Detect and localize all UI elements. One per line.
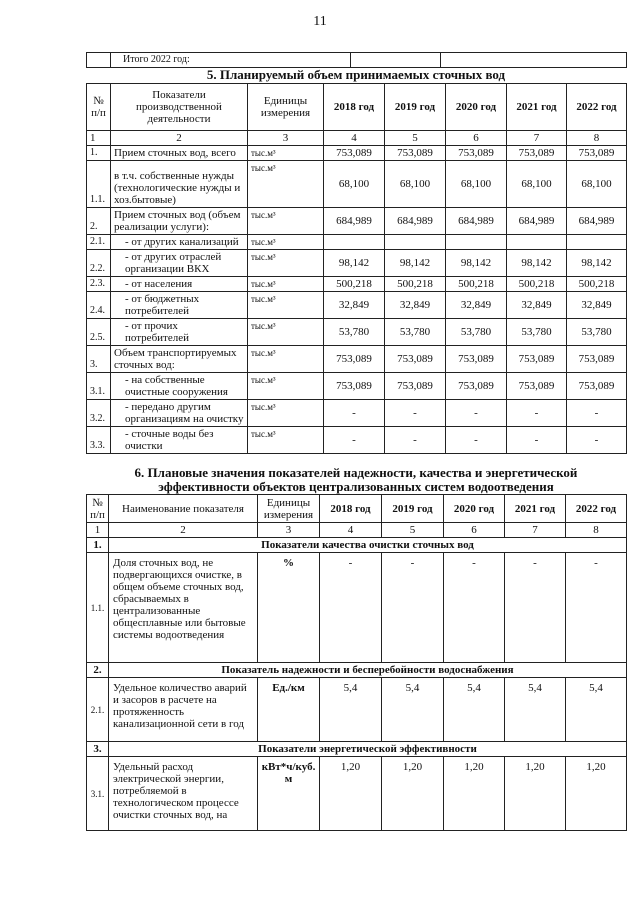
s5-row-name: в т.ч. собственные нужды (технологические нужды и хоз.бытовые) xyxy=(111,161,248,208)
s6-header-year: 2021 год xyxy=(505,495,566,523)
s5-row-value: - xyxy=(446,427,507,454)
s6-group-number: 3. xyxy=(87,742,109,757)
section6-title-line1: 6. Плановые значения показателей надежности, качества и энергетической xyxy=(134,465,578,480)
s5-row-name: Прием сточных вод (объем реализации услуги): xyxy=(111,208,248,235)
s5-row-number: 2.5. xyxy=(87,319,111,346)
s5-row-value: - xyxy=(507,427,567,454)
s6-header-year: 2019 год xyxy=(382,495,444,523)
s5-row-value: 53,780 xyxy=(324,319,385,346)
s6-row-name: Удельное количество аварий и засоров в расчете на протяженность канализационной сети в год xyxy=(109,678,258,742)
s5-header-year: 2019 год xyxy=(385,84,446,131)
s5-row-unit: тыс.м³ xyxy=(248,427,324,454)
s6-group-title: Показатели энергетической эффективности xyxy=(109,742,627,757)
s5-row-value: 53,780 xyxy=(567,319,627,346)
s6-row-unit: кВт*ч/куб. м xyxy=(258,757,320,831)
s6-row-value: 5,4 xyxy=(382,678,444,742)
s5-table-row xyxy=(87,146,627,161)
s6-row-value: 1,20 xyxy=(505,757,566,831)
s5-row-name: - от других канализаций xyxy=(111,235,248,250)
s5-row-value: 753,089 xyxy=(324,146,385,161)
section5-table xyxy=(86,83,627,454)
s5-row-value: 53,780 xyxy=(446,319,507,346)
s6-row-number: 3.1. xyxy=(87,757,109,831)
s6-row-value: 5,4 xyxy=(566,678,627,742)
s5-row-value: 753,089 xyxy=(567,346,627,373)
s6-group-row xyxy=(87,663,627,678)
s5-row-unit: тыс.м³ xyxy=(248,373,324,400)
s6-header-num: № п/п xyxy=(87,495,109,523)
s5-row-name: Прием сточных вод, всего xyxy=(111,146,248,161)
s5-row-unit: тыс.м³ xyxy=(248,235,324,250)
s5-row-unit: тыс.м³ xyxy=(248,161,324,208)
s5-row-value: 684,989 xyxy=(324,208,385,235)
s5-row-name: - на собственные очистные сооружения xyxy=(111,373,248,400)
s6-header-name: Наименование показателя xyxy=(109,495,258,523)
s6-group-row xyxy=(87,538,627,553)
s5-row-number: 2.2. xyxy=(87,250,111,277)
s5-header-year: 2022 год xyxy=(567,84,627,131)
s5-row-number: 3. xyxy=(87,346,111,373)
s6-table-row xyxy=(87,553,627,663)
s5-row-number: 3.2. xyxy=(87,400,111,427)
s5-header-num: № п/п xyxy=(87,84,111,131)
s6-header-year: 2020 год xyxy=(444,495,505,523)
s5-row-number: 1. xyxy=(87,146,111,161)
section6-title-line2: эффективности объектов централизованных систем водоотведения xyxy=(158,479,554,494)
s5-row-unit: тыс.м³ xyxy=(248,292,324,319)
s6-index-row: 1 2 3 4 5 6 7 8 xyxy=(87,523,627,538)
s6-row-name: Доля сточных вод, не подвергающихся очистке, в общем объеме сточных вод, сбрасываемых в централизованные общесплавные или бытовые системы водоотведения xyxy=(109,553,258,663)
s5-row-number: 2.1. xyxy=(87,235,111,250)
s6-group-title: Показатели качества очистки сточных вод xyxy=(109,538,627,553)
s5-row-value: 32,849 xyxy=(324,292,385,319)
s5-row-number: 3.1. xyxy=(87,373,111,400)
s6-row-value: - xyxy=(444,553,505,663)
s5-row-value: - xyxy=(567,427,627,454)
s6-table-row xyxy=(87,757,627,831)
s5-row-value: 53,780 xyxy=(385,319,446,346)
s5-row-value: 684,989 xyxy=(446,208,507,235)
s5-row-number: 3.3. xyxy=(87,427,111,454)
s6-row-value: 1,20 xyxy=(444,757,505,831)
s5-row-number: 1.1. xyxy=(87,161,111,208)
s5-row-value: 753,089 xyxy=(324,373,385,400)
s5-row-value: 68,100 xyxy=(385,161,446,208)
s5-table-row xyxy=(87,208,627,235)
s5-row-value xyxy=(385,235,446,250)
s5-row-value: 500,218 xyxy=(446,277,507,292)
s5-row-value: 500,218 xyxy=(385,277,446,292)
s5-table-row xyxy=(87,400,627,427)
s5-row-value: - xyxy=(324,427,385,454)
s6-row-value: 1,20 xyxy=(382,757,444,831)
s6-header-year: 2022 год xyxy=(566,495,627,523)
s6-header-year: 2018 год xyxy=(320,495,382,523)
s6-row-value: - xyxy=(320,553,382,663)
s5-row-value: 53,780 xyxy=(507,319,567,346)
s5-table-row xyxy=(87,161,627,208)
s5-row-value: - xyxy=(324,400,385,427)
s5-row-value: 684,989 xyxy=(567,208,627,235)
s5-header-year: 2020 год xyxy=(446,84,507,131)
s5-table-row xyxy=(87,235,627,250)
s6-row-value: - xyxy=(382,553,444,663)
section6-title xyxy=(86,466,626,494)
s5-row-value: 684,989 xyxy=(385,208,446,235)
s5-row-name: - сточные воды без очистки xyxy=(111,427,248,454)
s5-row-value: 500,218 xyxy=(507,277,567,292)
s5-row-name: - от других отраслей организации ВКХ xyxy=(111,250,248,277)
s6-row-number: 2.1. xyxy=(87,678,109,742)
section6-table xyxy=(86,494,627,831)
s5-row-value: 68,100 xyxy=(324,161,385,208)
s6-row-name: Удельный расход электрической энергии, потребляемой в технологическом процессе очистки сточных вод, на xyxy=(109,757,258,831)
s6-row-value: 5,4 xyxy=(320,678,382,742)
s5-row-number: 2.3. xyxy=(87,277,111,292)
s5-row-value xyxy=(507,235,567,250)
s5-row-value: 68,100 xyxy=(507,161,567,208)
s5-table-row xyxy=(87,346,627,373)
s6-row-value: 5,4 xyxy=(444,678,505,742)
s5-row-value: 68,100 xyxy=(567,161,627,208)
s6-group-number: 1. xyxy=(87,538,109,553)
s5-row-value: 500,218 xyxy=(324,277,385,292)
s6-row-value: 5,4 xyxy=(505,678,566,742)
s5-table-row xyxy=(87,292,627,319)
s5-row-value: - xyxy=(567,400,627,427)
s5-row-value: 753,089 xyxy=(324,346,385,373)
s5-row-name: - от населения xyxy=(111,277,248,292)
s5-row-value: 753,089 xyxy=(446,146,507,161)
s5-row-value: 32,849 xyxy=(567,292,627,319)
s5-row-value: 753,089 xyxy=(385,146,446,161)
s5-table-row xyxy=(87,319,627,346)
page-number: 11 xyxy=(313,14,327,29)
s5-header-year: 2018 год xyxy=(324,84,385,131)
s5-row-value: 753,089 xyxy=(446,346,507,373)
s5-row-unit: тыс.м³ xyxy=(248,277,324,292)
s5-row-value: 753,089 xyxy=(507,346,567,373)
s5-row-value: 98,142 xyxy=(507,250,567,277)
s5-row-number: 2.4. xyxy=(87,292,111,319)
s6-row-value: - xyxy=(566,553,627,663)
s5-index-row: 1 2 3 4 5 6 7 8 xyxy=(87,131,627,146)
s6-header-unit: Единицы измерения xyxy=(258,495,320,523)
s5-row-value: 753,089 xyxy=(446,373,507,400)
s5-row-value: 98,142 xyxy=(324,250,385,277)
s5-row-unit: тыс.м³ xyxy=(248,250,324,277)
s5-row-value: 98,142 xyxy=(567,250,627,277)
s5-row-value xyxy=(446,235,507,250)
s5-row-value: 753,089 xyxy=(507,146,567,161)
s5-row-value: 98,142 xyxy=(446,250,507,277)
s6-row-number: 1.1. xyxy=(87,553,109,663)
s5-header-name: Показатели производственной деятельности xyxy=(111,84,248,131)
top-total-label: Итого 2022 год: xyxy=(111,53,351,68)
s5-table-row xyxy=(87,427,627,454)
s6-table-row xyxy=(87,678,627,742)
s5-row-value: 753,089 xyxy=(385,373,446,400)
s5-row-name: - от бюджетных потребителей xyxy=(111,292,248,319)
s5-row-value: 753,089 xyxy=(567,146,627,161)
s5-row-value: 32,849 xyxy=(507,292,567,319)
s6-row-value: 1,20 xyxy=(320,757,382,831)
s6-row-unit: % xyxy=(258,553,320,663)
s5-row-value xyxy=(567,235,627,250)
s5-table-row xyxy=(87,373,627,400)
top-total-table xyxy=(86,52,627,68)
s5-row-value: - xyxy=(385,400,446,427)
s5-row-name: - передано другим организациям на очистку xyxy=(111,400,248,427)
s6-group-number: 2. xyxy=(87,663,109,678)
s5-row-unit: тыс.м³ xyxy=(248,319,324,346)
s5-row-unit: тыс.м³ xyxy=(248,346,324,373)
s5-row-value: 684,989 xyxy=(507,208,567,235)
s5-row-value: - xyxy=(446,400,507,427)
s5-row-value: 753,089 xyxy=(385,346,446,373)
s5-table-row xyxy=(87,250,627,277)
s5-header-unit: Единицы измерения xyxy=(248,84,324,131)
s5-row-value: 68,100 xyxy=(446,161,507,208)
s5-row-value: 753,089 xyxy=(567,373,627,400)
s5-header-year: 2021 год xyxy=(507,84,567,131)
s5-row-value: 98,142 xyxy=(385,250,446,277)
s6-row-value: 1,20 xyxy=(566,757,627,831)
s5-table-row xyxy=(87,277,627,292)
s6-row-value: - xyxy=(505,553,566,663)
s5-row-value: - xyxy=(507,400,567,427)
s5-row-value xyxy=(324,235,385,250)
section5-title: 5. Планируемый объем принимаемых сточных вод xyxy=(206,67,506,82)
s5-row-unit: тыс.м³ xyxy=(248,146,324,161)
s5-row-name: Объем транспортируемых сточных вод: xyxy=(111,346,248,373)
s5-row-name: - от прочих потребителей xyxy=(111,319,248,346)
s6-group-title: Показатель надежности и бесперебойности водоснабжения xyxy=(109,663,627,678)
s5-row-value: 32,849 xyxy=(446,292,507,319)
s5-row-value: 32,849 xyxy=(385,292,446,319)
s5-row-number: 2. xyxy=(87,208,111,235)
s6-group-row xyxy=(87,742,627,757)
s5-row-unit: тыс.м³ xyxy=(248,208,324,235)
s5-row-value: 500,218 xyxy=(567,277,627,292)
s5-row-value: 753,089 xyxy=(507,373,567,400)
s5-row-unit: тыс.м³ xyxy=(248,400,324,427)
s6-row-unit: Ед./км xyxy=(258,678,320,742)
s5-row-value: - xyxy=(385,427,446,454)
